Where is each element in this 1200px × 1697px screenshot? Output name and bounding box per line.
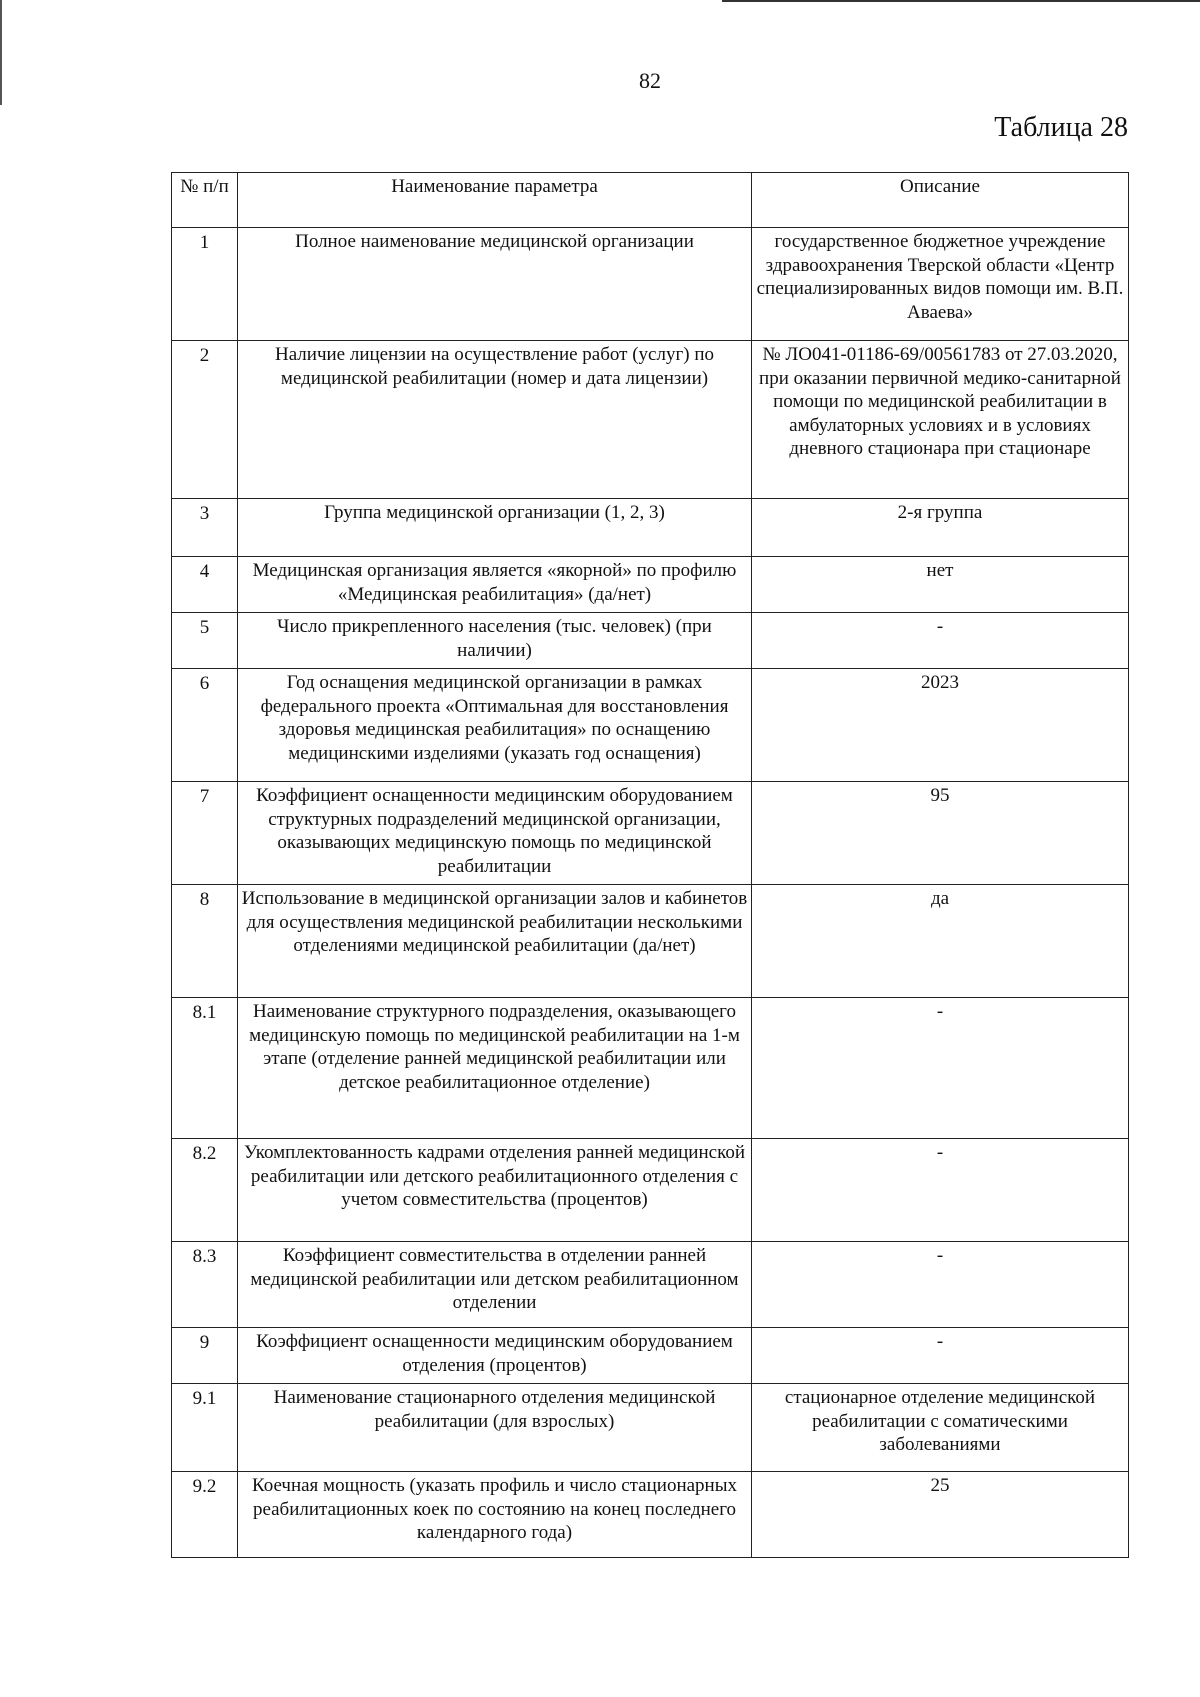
table-row — [172, 1328, 1129, 1384]
row-parameter-name: Группа медицинской организации (1, 2, 3) — [238, 499, 752, 557]
header-description: Описание — [752, 173, 1129, 228]
row-description: 2-я группа — [752, 499, 1129, 557]
row-number: 6 — [172, 669, 238, 782]
row-parameter-name: Коэффициент оснащенности медицинским оборудованием отделения (процентов) — [238, 1328, 752, 1384]
table-row — [172, 341, 1129, 499]
row-parameter-name: Наличие лицензии на осуществление работ (услуг) по медицинской реабилитации (номер и дата лицензии) — [238, 341, 752, 499]
row-number: 9.1 — [172, 1384, 238, 1472]
row-number: 8.2 — [172, 1139, 238, 1242]
table-row — [172, 669, 1129, 782]
row-number: 5 — [172, 613, 238, 669]
table-row — [172, 1139, 1129, 1242]
row-parameter-name: Наименование стационарного отделения медицинской реабилитации (для взрослых) — [238, 1384, 752, 1472]
row-number: 8.1 — [172, 998, 238, 1139]
table-row — [172, 228, 1129, 341]
row-parameter-name: Наименование структурного подразделения, оказывающего медицинскую помощь по медицинской реабилитации на 1-м этапе (отделение ранней медицинской реабилитации или детское реабилитационное отделение) — [238, 998, 752, 1139]
table-row — [172, 782, 1129, 885]
table-row — [172, 885, 1129, 998]
row-parameter-name: Медицинская организация является «якорной» по профилю «Медицинская реабилитация» (да/нет) — [238, 557, 752, 613]
row-description: 95 — [752, 782, 1129, 885]
row-number: 3 — [172, 499, 238, 557]
row-number: 2 — [172, 341, 238, 499]
table-caption: Таблица 28 — [994, 112, 1128, 143]
row-description: 2023 — [752, 669, 1129, 782]
row-description: - — [752, 998, 1129, 1139]
row-description: нет — [752, 557, 1129, 613]
table-row — [172, 613, 1129, 669]
row-number: 1 — [172, 228, 238, 341]
row-description: - — [752, 1242, 1129, 1328]
row-parameter-name: Коечная мощность (указать профиль и число стационарных реабилитационных коек по состоянию на конец последнего календарного года) — [238, 1472, 752, 1558]
row-parameter-name: Укомплектованность кадрами отделения ранней медицинской реабилитации или детского реабилитационного отделения с учетом совместительства (процентов) — [238, 1139, 752, 1242]
page-number: 82 — [639, 68, 661, 93]
row-description: стационарное отделение медицинской реабилитации с соматическими заболеваниями — [752, 1384, 1129, 1472]
row-parameter-name: Полное наименование медицинской организации — [238, 228, 752, 341]
table-header-row — [172, 173, 1129, 228]
row-description: да — [752, 885, 1129, 998]
row-parameter-name: Коэффициент оснащенности медицинским оборудованием структурных подразделений медицинской организации, оказывающих медицинскую помощь по медицинской реабилитации — [238, 782, 752, 885]
row-number: 9 — [172, 1328, 238, 1384]
table-row — [172, 1472, 1129, 1558]
row-parameter-name: Число прикрепленного населения (тыс. человек) (при наличии) — [238, 613, 752, 669]
header-parameter-name: Наименование параметра — [238, 173, 752, 228]
row-number: 8 — [172, 885, 238, 998]
row-number: 9.2 — [172, 1472, 238, 1558]
header-number: № п/п — [172, 173, 238, 228]
parameters-table — [171, 172, 1129, 1558]
table-row — [172, 499, 1129, 557]
row-parameter-name: Использование в медицинской организации залов и кабинетов для осуществления медицинской реабилитации несколькими отделениями медицинской реабилитации (да/нет) — [238, 885, 752, 998]
row-parameter-name: Коэффициент совместительства в отделении ранней медицинской реабилитации или детском реабилитационном отделении — [238, 1242, 752, 1328]
row-description: 25 — [752, 1472, 1129, 1558]
row-description: государственное бюджетное учреждение здравоохранения Тверской области «Центр специализированных видов помощи им. В.П. Аваева» — [752, 228, 1129, 341]
row-parameter-name: Год оснащения медицинской организации в рамках федерального проекта «Оптимальная для восстановления здоровья медицинская реабилитация» по оснащению медицинскими изделиями (указать год оснащения) — [238, 669, 752, 782]
row-description: - — [752, 1139, 1129, 1242]
row-number: 7 — [172, 782, 238, 885]
table-row — [172, 557, 1129, 613]
row-number: 8.3 — [172, 1242, 238, 1328]
row-description: № ЛО041-01186-69/00561783 от 27.03.2020, при оказании первичной медико-санитарной помощи по медицинской реабилитации в амбулаторных условиях и в условиях дневного стационара при стационаре — [752, 341, 1129, 499]
table-row — [172, 1242, 1129, 1328]
table-row — [172, 998, 1129, 1139]
table-row — [172, 1384, 1129, 1472]
row-number: 4 — [172, 557, 238, 613]
row-description: - — [752, 1328, 1129, 1384]
row-description: - — [752, 613, 1129, 669]
scan-edge-top — [722, 0, 1200, 2]
